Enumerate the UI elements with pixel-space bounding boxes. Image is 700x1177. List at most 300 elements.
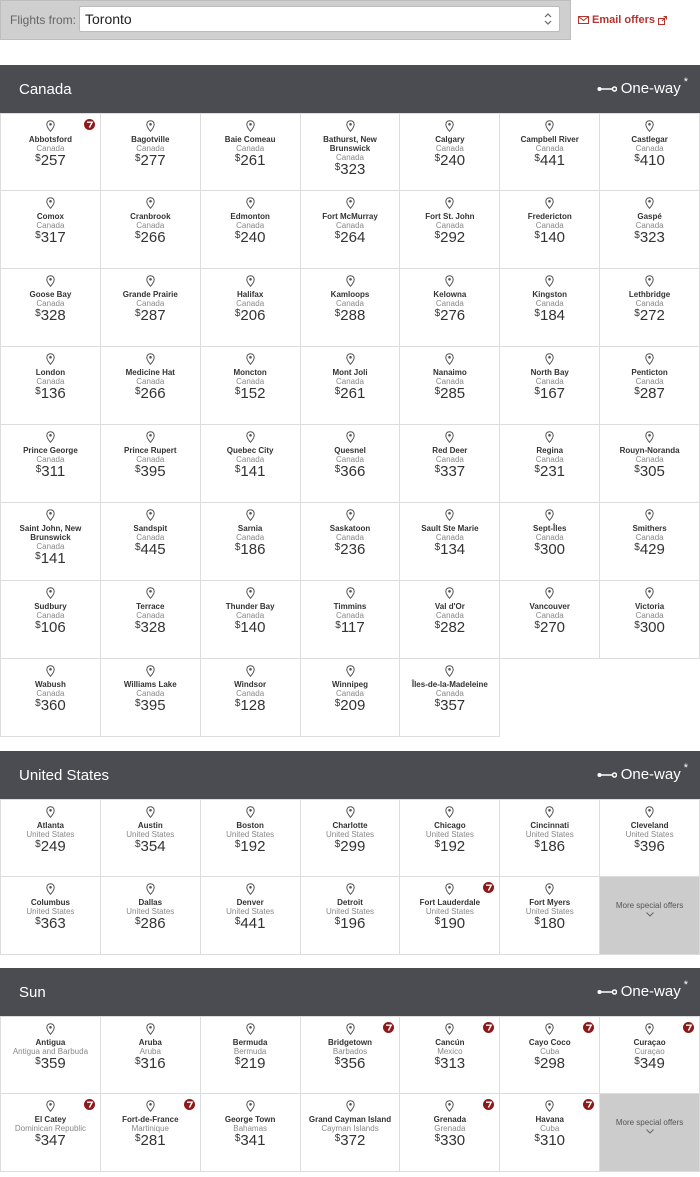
destination-row — [1, 191, 700, 269]
destination-price — [301, 1133, 400, 1149]
flights-from-box — [0, 0, 571, 40]
price-amount: 316 — [140, 1055, 166, 1072]
price-amount: 300 — [639, 619, 665, 636]
currency-symbol: $ — [134, 464, 141, 475]
price-amount: 313 — [440, 1055, 466, 1072]
destination-card-kelowna[interactable] — [400, 269, 500, 347]
map-pin-icon — [445, 431, 454, 443]
destination-country: Canada — [335, 153, 365, 162]
destination-card-cincinnati[interactable] — [500, 799, 600, 877]
map-pin-icon — [445, 1100, 454, 1112]
destination-country: Canada — [635, 611, 664, 620]
price-amount: 349 — [639, 1055, 665, 1072]
destination-card-quebec-city[interactable] — [201, 425, 301, 503]
destination-country: United States — [26, 907, 75, 916]
currency-symbol: $ — [634, 542, 640, 553]
currency-symbol: $ — [234, 839, 241, 850]
destination-price — [101, 1056, 200, 1072]
destination-country: Canada — [136, 689, 165, 698]
destination-price — [201, 464, 300, 480]
destination-price — [400, 839, 499, 855]
currency-symbol: $ — [134, 386, 141, 397]
destination-country: Canada — [136, 377, 165, 386]
map-pin-icon — [445, 806, 454, 818]
currency-symbol: $ — [234, 153, 241, 164]
price-amount: 206 — [240, 307, 266, 324]
destination-country: Canada — [236, 377, 265, 386]
destination-country: Barbados — [332, 1047, 368, 1056]
currency-symbol: $ — [334, 1056, 341, 1067]
destination-country: Canada — [136, 455, 165, 464]
destination-card-baie-comeau[interactable] — [201, 113, 301, 191]
destination-price — [400, 464, 499, 480]
map-pin-icon — [445, 353, 454, 365]
top-bar — [0, 0, 700, 40]
destination-city: Cincinnati — [530, 821, 570, 830]
destination-city: Grenada — [433, 1115, 467, 1124]
destination-city: Grande Prairie — [122, 290, 178, 299]
price-amount: 141 — [40, 550, 66, 567]
currency-symbol: $ — [35, 230, 41, 241]
chevron-down-icon — [646, 1129, 654, 1134]
map-pin-icon — [645, 587, 654, 599]
destination-city: Goose Bay — [29, 290, 72, 299]
price-amount: 196 — [340, 915, 366, 932]
destination-city: Dallas — [138, 898, 163, 907]
destination-country: Canada — [136, 533, 165, 542]
price-amount: 140 — [539, 229, 566, 246]
destination-card-grande-prairie[interactable] — [101, 269, 201, 347]
map-pin-icon — [545, 353, 554, 365]
destination-card-lethbridge[interactable] — [600, 269, 700, 347]
destination-card-grand-cayman-island[interactable] — [301, 1094, 401, 1172]
destination-card-nanaimo[interactable] — [400, 347, 500, 425]
map-pin-icon — [146, 431, 155, 443]
destination-price — [1, 153, 100, 169]
map-pin-icon — [46, 509, 55, 521]
price-amount: 152 — [240, 385, 266, 402]
destination-city: Sudbury — [34, 602, 67, 611]
destination-price — [101, 1133, 200, 1149]
destination-country: Canada — [36, 221, 65, 230]
destination-city: Campbell River — [520, 135, 579, 144]
price-amount: 141 — [240, 463, 266, 480]
destination-country: Mexico — [437, 1047, 463, 1056]
destination-card-sudbury[interactable] — [1, 581, 101, 659]
destination-city: Penticton — [631, 368, 668, 377]
destination-price — [500, 1133, 599, 1149]
price-amount: 186 — [240, 541, 266, 558]
destination-card-abbotsford[interactable] — [1, 113, 101, 191]
destination-card-atlanta[interactable] — [1, 799, 101, 877]
destination-country: Canada — [435, 377, 464, 386]
destination-grid — [0, 1016, 700, 1172]
destination-card-iles-de-la-madeleine[interactable] — [400, 659, 500, 737]
price-amount: 257 — [40, 152, 66, 169]
currency-symbol: $ — [234, 542, 241, 553]
price-amount: 395 — [140, 463, 166, 480]
destination-city: Moncton — [233, 368, 267, 377]
destination-card-penticton[interactable] — [600, 347, 700, 425]
destination-card-calgary[interactable] — [400, 113, 500, 191]
destination-country: Canada — [335, 455, 365, 464]
destination-price — [500, 916, 599, 932]
destination-country: Dominican Republic — [14, 1124, 86, 1133]
map-pin-icon — [645, 353, 654, 365]
destination-country: United States — [325, 830, 375, 839]
destination-country: Canada — [535, 533, 564, 542]
destination-card-detroit[interactable] — [301, 877, 401, 955]
destination-card-winnipeg[interactable] — [301, 659, 401, 737]
currency-symbol: $ — [234, 1056, 241, 1067]
destination-card-saint-john-new-brunswick[interactable] — [1, 503, 101, 581]
map-pin-icon — [46, 665, 55, 677]
map-pin-icon — [146, 509, 155, 521]
currency-symbol: $ — [35, 464, 42, 475]
destination-card-halifax[interactable] — [201, 269, 301, 347]
special-offer-badge-icon — [683, 1022, 694, 1033]
map-pin-icon — [46, 275, 55, 287]
destination-country: United States — [126, 830, 175, 839]
destination-card-timmins[interactable] — [301, 581, 401, 659]
price-amount: 323 — [340, 161, 366, 178]
destination-card-dallas[interactable] — [101, 877, 201, 955]
destination-city: Aruba — [138, 1038, 162, 1047]
destination-country: Canada — [236, 299, 265, 308]
destination-card-windsor[interactable] — [201, 659, 301, 737]
destination-card-fort-st-john[interactable] — [400, 191, 500, 269]
currency-symbol: $ — [434, 698, 441, 709]
one-way-toggle[interactable] — [597, 978, 688, 1000]
destination-card-bagotville[interactable] — [101, 113, 201, 191]
destination-card-regina[interactable] — [500, 425, 600, 503]
one-way-footnote-mark: * — [683, 761, 688, 774]
destination-price — [600, 308, 699, 324]
destination-country: Martinique — [131, 1124, 169, 1133]
destination-card-austin[interactable] — [101, 799, 201, 877]
destination-card-el-catey[interactable] — [1, 1094, 101, 1172]
destination-country: Canada — [335, 689, 365, 698]
email-offers-link[interactable] — [578, 14, 667, 26]
destination-price — [201, 1056, 300, 1072]
destination-card-sept-iles[interactable] — [500, 503, 600, 581]
map-pin-icon — [346, 665, 355, 677]
destination-card-castlegar[interactable] — [600, 113, 700, 191]
currency-symbol: $ — [634, 308, 640, 319]
destination-price — [400, 153, 499, 169]
map-pin-icon — [146, 806, 155, 818]
destination-card-victoria[interactable] — [600, 581, 700, 659]
destination-city: Vancouver — [529, 602, 570, 611]
destination-price — [500, 542, 599, 558]
currency-symbol: $ — [434, 386, 441, 397]
destination-country: Canada — [136, 221, 165, 230]
destination-price — [201, 1133, 300, 1149]
destination-card-charlotte[interactable] — [301, 799, 401, 877]
destination-city: Curaçao — [633, 1038, 666, 1047]
destination-price — [600, 153, 699, 169]
destination-grid — [0, 799, 700, 955]
destination-card-sarnia[interactable] — [201, 503, 301, 581]
destination-city: Terrace — [136, 602, 165, 611]
departure-city-select[interactable] — [79, 6, 560, 32]
destination-city: Wabush — [35, 680, 66, 689]
currency-symbol: $ — [534, 230, 540, 241]
destination-country: Canada — [36, 542, 65, 551]
destination-card-george-town[interactable] — [201, 1094, 301, 1172]
destination-card-fort-lauderdale[interactable] — [400, 877, 500, 955]
destination-card-gaspe[interactable] — [600, 191, 700, 269]
destination-card-kamloops[interactable] — [301, 269, 401, 347]
map-pin-icon — [445, 1023, 454, 1035]
map-pin-icon — [246, 120, 255, 132]
currency-symbol: $ — [35, 916, 41, 927]
destination-city: Denver — [236, 898, 264, 907]
destination-city: Bagotville — [131, 135, 170, 144]
currency-symbol: $ — [35, 551, 41, 562]
price-amount: 249 — [40, 838, 66, 855]
special-offer-badge-icon — [583, 1099, 594, 1110]
price-amount: 184 — [539, 307, 566, 324]
currency-symbol: $ — [634, 230, 640, 241]
currency-symbol: $ — [134, 916, 141, 927]
destination-city: Cleveland — [630, 821, 669, 830]
destination-city: Mont Joli — [332, 368, 368, 377]
empty-cell — [600, 659, 700, 737]
destination-city: Gaspé — [637, 212, 662, 221]
map-pin-icon — [645, 1023, 654, 1035]
price-amount: 323 — [639, 229, 665, 246]
destination-city: Bridgetown — [328, 1038, 372, 1047]
destination-country: Curaçao — [634, 1047, 665, 1056]
currency-symbol: $ — [434, 1056, 441, 1067]
price-amount: 337 — [440, 463, 466, 480]
destination-city: Chicago — [434, 821, 466, 830]
destination-city: Fort St. John — [425, 212, 475, 221]
destination-card-saskatoon[interactable] — [301, 503, 401, 581]
destination-card-quesnel[interactable] — [301, 425, 401, 503]
destination-card-sault-ste-marie[interactable] — [400, 503, 500, 581]
destination-card-medicine-hat[interactable] — [101, 347, 201, 425]
map-pin-icon — [445, 509, 454, 521]
destination-card-cayo-coco[interactable] — [500, 1016, 600, 1094]
destination-city: Edmonton — [230, 212, 270, 221]
destination-card-edmonton[interactable] — [201, 191, 301, 269]
destination-card-campbell-river[interactable] — [500, 113, 600, 191]
price-amount: 317 — [40, 229, 66, 246]
destination-price — [101, 464, 200, 480]
destination-row — [1, 1016, 700, 1094]
destination-country: Aruba — [139, 1047, 161, 1056]
destination-city: Austin — [137, 821, 163, 830]
destination-city: Rouyn-Noranda — [619, 446, 680, 455]
price-amount: 180 — [539, 915, 566, 932]
destination-card-sandspit[interactable] — [101, 503, 201, 581]
destination-city: Winnipeg — [332, 680, 368, 689]
currency-symbol: $ — [134, 230, 141, 241]
destination-card-fort-mcmurray[interactable] — [301, 191, 401, 269]
destination-card-kingston[interactable] — [500, 269, 600, 347]
currency-symbol: $ — [35, 308, 41, 319]
special-offer-badge-icon — [483, 1022, 494, 1033]
map-pin-icon — [146, 1023, 155, 1035]
map-pin-icon — [346, 275, 355, 287]
destination-card-havana[interactable] — [500, 1094, 600, 1172]
destination-price — [301, 308, 400, 324]
destination-card-smithers[interactable] — [600, 503, 700, 581]
destination-card-goose-bay[interactable] — [1, 269, 101, 347]
destination-price — [600, 1056, 699, 1072]
envelope-icon — [578, 16, 589, 24]
destination-price — [301, 839, 400, 855]
destination-card-antigua[interactable] — [1, 1016, 101, 1094]
destination-card-chicago[interactable] — [400, 799, 500, 877]
special-offer-badge-icon — [184, 1099, 195, 1110]
destination-price — [1, 698, 100, 714]
destination-country: Canada — [236, 533, 265, 542]
destination-card-grenada[interactable] — [400, 1094, 500, 1172]
destination-card-comox[interactable] — [1, 191, 101, 269]
destination-city: Fort Lauderdale — [419, 898, 481, 907]
map-pin-icon — [346, 431, 355, 443]
map-pin-icon — [46, 587, 55, 599]
destination-card-boston[interactable] — [201, 799, 301, 877]
destination-card-cranbrook[interactable] — [101, 191, 201, 269]
destination-price — [1, 620, 100, 636]
destination-card-vancouver[interactable] — [500, 581, 600, 659]
price-amount: 266 — [140, 385, 166, 402]
destination-country: Canada — [136, 144, 165, 153]
destination-card-fort-de-france[interactable] — [101, 1094, 201, 1172]
destination-price — [500, 464, 599, 480]
destination-city: Boston — [236, 821, 264, 830]
destination-price — [500, 308, 599, 324]
destination-card-mont-joli[interactable] — [301, 347, 401, 425]
map-pin-icon — [246, 197, 255, 209]
currency-symbol: $ — [434, 308, 441, 319]
destination-price — [600, 839, 699, 855]
destination-country: Bermuda — [233, 1047, 267, 1056]
destination-card-aruba[interactable] — [101, 1016, 201, 1094]
destination-city: Sept-Îles — [533, 524, 567, 533]
currency-symbol: $ — [434, 230, 441, 241]
destination-price — [1, 308, 100, 324]
destination-city: Antigua — [35, 1038, 66, 1047]
map-pin-icon — [46, 883, 55, 895]
map-pin-icon — [146, 587, 155, 599]
destination-city: Charlotte — [332, 821, 368, 830]
map-pin-icon — [445, 120, 454, 132]
destination-card-val-d-or[interactable] — [400, 581, 500, 659]
map-pin-icon — [346, 353, 355, 365]
destination-price — [500, 1056, 599, 1072]
destination-card-prince-rupert[interactable] — [101, 425, 201, 503]
map-pin-icon — [146, 353, 155, 365]
map-pin-icon — [346, 806, 355, 818]
price-amount: 276 — [440, 307, 466, 324]
price-amount: 366 — [340, 463, 366, 480]
destination-country: United States — [625, 830, 674, 839]
destination-card-denver[interactable] — [201, 877, 301, 955]
more-special-offers-button[interactable] — [600, 1094, 700, 1172]
destination-country: Canada — [335, 299, 365, 308]
destination-card-bathurst-new-brunswick[interactable] — [301, 113, 401, 191]
one-way-toggle[interactable] — [597, 75, 688, 97]
map-pin-icon — [645, 431, 654, 443]
destination-card-red-deer[interactable] — [400, 425, 500, 503]
destination-country: Canada — [535, 455, 564, 464]
destination-card-columbus[interactable] — [1, 877, 101, 955]
more-special-offers-button[interactable] — [600, 877, 700, 955]
email-offers-label: Email offers — [592, 14, 655, 26]
destination-card-fort-myers[interactable] — [500, 877, 600, 955]
destination-card-williams-lake[interactable] — [101, 659, 201, 737]
destination-price — [1, 386, 100, 402]
map-pin-icon — [46, 806, 55, 818]
map-pin-icon — [246, 431, 255, 443]
destination-card-london[interactable] — [1, 347, 101, 425]
price-amount: 300 — [539, 541, 566, 558]
currency-symbol: $ — [634, 1056, 640, 1067]
currency-symbol: $ — [534, 620, 540, 631]
destination-card-north-bay[interactable] — [500, 347, 600, 425]
currency-symbol: $ — [35, 1056, 41, 1067]
one-way-arrow-icon — [597, 988, 617, 996]
destination-price — [301, 698, 400, 714]
currency-symbol: $ — [434, 916, 441, 927]
destination-price — [500, 386, 599, 402]
destination-price — [101, 839, 200, 855]
destination-city: Sault Ste Marie — [421, 524, 479, 533]
destination-city: London — [35, 368, 66, 377]
destination-card-cancun[interactable] — [400, 1016, 500, 1094]
destination-city: Detroit — [337, 898, 363, 907]
price-amount: 286 — [140, 915, 166, 932]
destination-country: Canada — [535, 377, 564, 386]
one-way-footnote-mark: * — [683, 75, 688, 88]
destination-price — [500, 620, 599, 636]
destination-card-prince-george[interactable] — [1, 425, 101, 503]
destination-card-rouyn-noranda[interactable] — [600, 425, 700, 503]
destination-card-bermuda[interactable] — [201, 1016, 301, 1094]
destination-price — [201, 386, 300, 402]
currency-symbol: $ — [35, 698, 41, 709]
destination-card-cleveland[interactable] — [600, 799, 700, 877]
destination-card-bridgetown[interactable] — [301, 1016, 401, 1094]
destination-city: Lethbridge — [628, 290, 671, 299]
destination-card-wabush[interactable] — [1, 659, 101, 737]
destination-country: Cuba — [540, 1124, 560, 1133]
map-pin-icon — [46, 120, 55, 132]
destination-price — [600, 230, 699, 246]
one-way-toggle[interactable] — [597, 761, 688, 783]
destination-country: Canada — [435, 533, 464, 542]
destination-card-moncton[interactable] — [201, 347, 301, 425]
currency-symbol: $ — [534, 153, 540, 164]
destination-card-fredericton[interactable] — [500, 191, 600, 269]
currency-symbol: $ — [334, 542, 341, 553]
currency-symbol: $ — [534, 542, 540, 553]
destination-country: Canada — [435, 144, 464, 153]
destination-card-terrace[interactable] — [101, 581, 201, 659]
destination-card-curacao[interactable] — [600, 1016, 700, 1094]
price-amount: 292 — [440, 229, 466, 246]
map-pin-icon — [545, 587, 554, 599]
price-amount: 356 — [340, 1055, 366, 1072]
map-pin-icon — [346, 509, 355, 521]
destination-card-thunder-bay[interactable] — [201, 581, 301, 659]
destination-price — [400, 916, 499, 932]
